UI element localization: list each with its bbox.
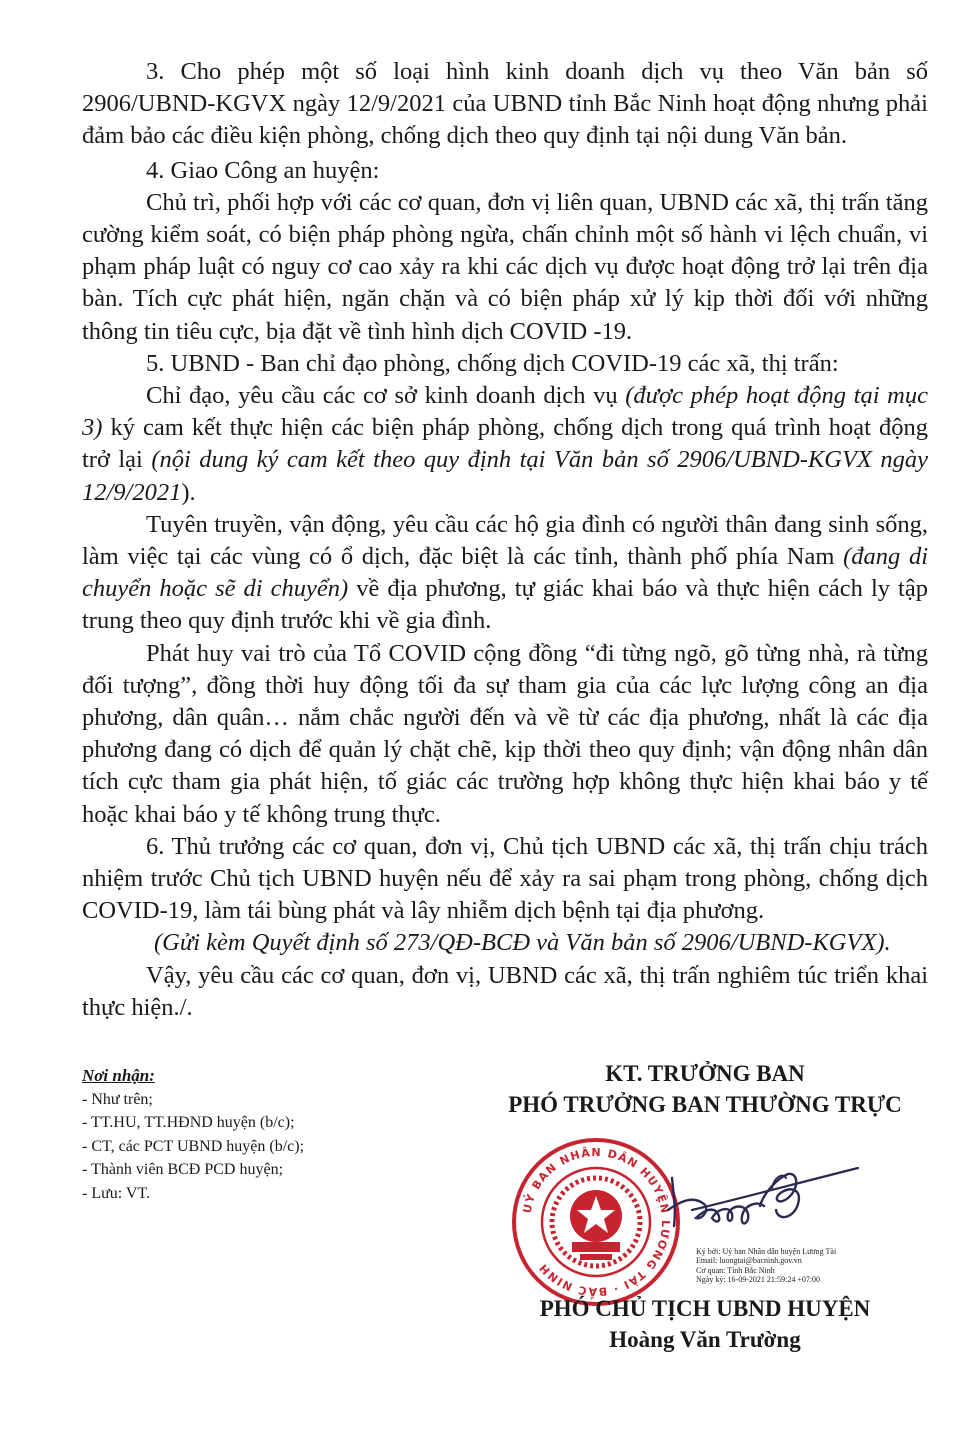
paragraph-3: 3. Cho phép một số loại hình kinh doanh dịch vụ theo Văn bản số 2906/UBND-KGVX ngày 12/9/2021 của UBND tỉnh Bắc Ninh hoạt động nhưng phải đảm bảo các điều kiện phòng, chống dịch theo quy định tại nội dung Văn bản. bbox=[82, 58, 928, 150]
paragraph-5a-italic-1: (được phép hoạt động tại mục 3) bbox=[82, 382, 928, 442]
paragraph-5-title: 5. UBND - Ban chỉ đạo phòng, chống dịch COVID-19 các xã, thị trấn: bbox=[146, 349, 839, 377]
paragraph-5a-text-2: ký cam kết thực hiện các biện pháp phòng, chống dịch trong quá trình hoạt động trở lại bbox=[82, 414, 928, 474]
digital-signature-line: Ký bởi: Uỷ ban Nhân dân huyện Lương Tài bbox=[696, 1247, 837, 1256]
recipient-item: - Như trên; bbox=[82, 1090, 153, 1108]
paragraph-5b-text-1: Tuyên truyền, vận động, yêu cầu các hộ gia đình có người thân đang sinh sống, làm việc tại các vùng có ổ dịch, đặc biệt là các tỉnh, thành phố phía Nam bbox=[82, 510, 928, 571]
digital-signature-line: Ngày ký: 16-09-2021 21:59:24 +07:00 bbox=[696, 1274, 821, 1284]
recipient-item: - Lưu: VT. bbox=[82, 1184, 151, 1202]
digital-signature-line: Cơ quan: Tỉnh Bắc Ninh bbox=[696, 1265, 775, 1275]
recipient-item: - TT.HU, TT.HĐND huyện (b/c); bbox=[82, 1114, 295, 1131]
signer-position: PHÓ CHỦ TỊCH UBND HUYỆN bbox=[539, 1296, 871, 1321]
paragraph-4-title: 4. Giao Công an huyện: bbox=[146, 156, 380, 184]
paragraph-5a bbox=[82, 380, 928, 509]
signer-name-block bbox=[470, 1293, 940, 1355]
digital-signature-info bbox=[696, 1247, 926, 1284]
signer-line-2: PHÓ TRƯỞNG BAN THƯỜNG TRỰC bbox=[508, 1092, 902, 1117]
attachment-note-text: (Gửi kèm Quyết định số 273/QĐ-BCĐ và Văn bản số 2906/UBND-KGVX). bbox=[154, 929, 891, 957]
signer-line-1: KT. TRƯỞNG BAN bbox=[605, 1061, 805, 1086]
closing-paragraph: Vậy, yêu cầu các cơ quan, đơn vị, UBND các xã, thị trấn nghiêm túc triển khai thực hiện./. bbox=[82, 961, 928, 1021]
paragraph-6: 6. Thủ trưởng các cơ quan, đơn vị, Chủ tịch UBND các xã, thị trấn chịu trách nhiệm trước Chủ tịch UBND huyện nếu để xảy ra sai phạm trong phòng, chống dịch COVID-19, làm tái bùng phát và lây nhiễm dịch bệnh tại địa phương. bbox=[82, 832, 928, 925]
paragraph-5b-italic: (đang di chuyển hoặc sẽ di chuyển) bbox=[82, 543, 929, 603]
recipients-title: Nơi nhận: bbox=[82, 1066, 155, 1085]
paragraph-5c: Phát huy vai trò của Tổ COVID cộng đồng “đi từng ngõ, gõ từng nhà, rà từng đối tượng”, đồng thời huy động tối đa sự tham gia của các lực lượng công an địa phương, dân quân… nắm chắc người đến và về từ các địa phương, nhất là các địa phương đang có dịch để quản lý chặt chẽ, kịp thời theo quy định; vận động nhân dân tích cực tham gia phát hiện, tố giác các trường hợp không thực hiện khai báo y tế hoặc khai báo y tế không trung thực. bbox=[82, 639, 928, 828]
paragraph-5b-text-2: về địa phương, tự giác khai báo và thực hiện cách ly tập trung theo quy định trước khi về gia đình. bbox=[82, 575, 928, 635]
attachment-note bbox=[82, 927, 928, 959]
recipient-item: - Thành viên BCĐ PCD huyện; bbox=[82, 1161, 284, 1178]
seal-text: UỶ BAN NHÂN DÂN HUYỆN LƯƠNG TÀI · BẮC NINH bbox=[520, 1145, 673, 1299]
signer-title-block bbox=[470, 1058, 940, 1120]
recipient-item: - CT, các PCT UBND huyện (b/c); bbox=[82, 1137, 305, 1155]
signer-name: Hoàng Văn Trường bbox=[609, 1327, 801, 1352]
paragraph-5a-text-3: ). bbox=[181, 478, 196, 506]
paragraph-5b bbox=[82, 509, 928, 638]
paragraph-4-body: Chủ trì, phối hợp với các cơ quan, đơn vị liên quan, UBND các xã, thị trấn tăng cường kiểm soát, có biện pháp phòng ngừa, chấn chỉnh một số hành vi lệch chuẩn, vi phạm pháp luật có nguy cơ cao xảy ra khi các dịch vụ được hoạt động trở lại trên địa bàn. Tích cực phát hiện, ngăn chặn và có biện pháp xử lý kịp thời đối với những thông tin tiêu cực, bịa đặt về tình hình dịch COVID -19. bbox=[82, 188, 928, 345]
recipients-block bbox=[82, 1064, 412, 1205]
handwritten-signature-icon bbox=[652, 1148, 862, 1248]
document-body bbox=[82, 56, 928, 1024]
digital-signature-line: Email: luongtai@bacninh.gov.vn bbox=[696, 1256, 802, 1266]
paragraph-5a-text-1: Chỉ đạo, yêu cầu các cơ sở kinh doanh dịch vụ bbox=[146, 382, 626, 410]
paragraph-5a-italic-2: (nội dung ký cam kết theo quy định tại Văn bản số 2906/UBND-KGVX ngày 12/9/2021 bbox=[82, 446, 928, 506]
